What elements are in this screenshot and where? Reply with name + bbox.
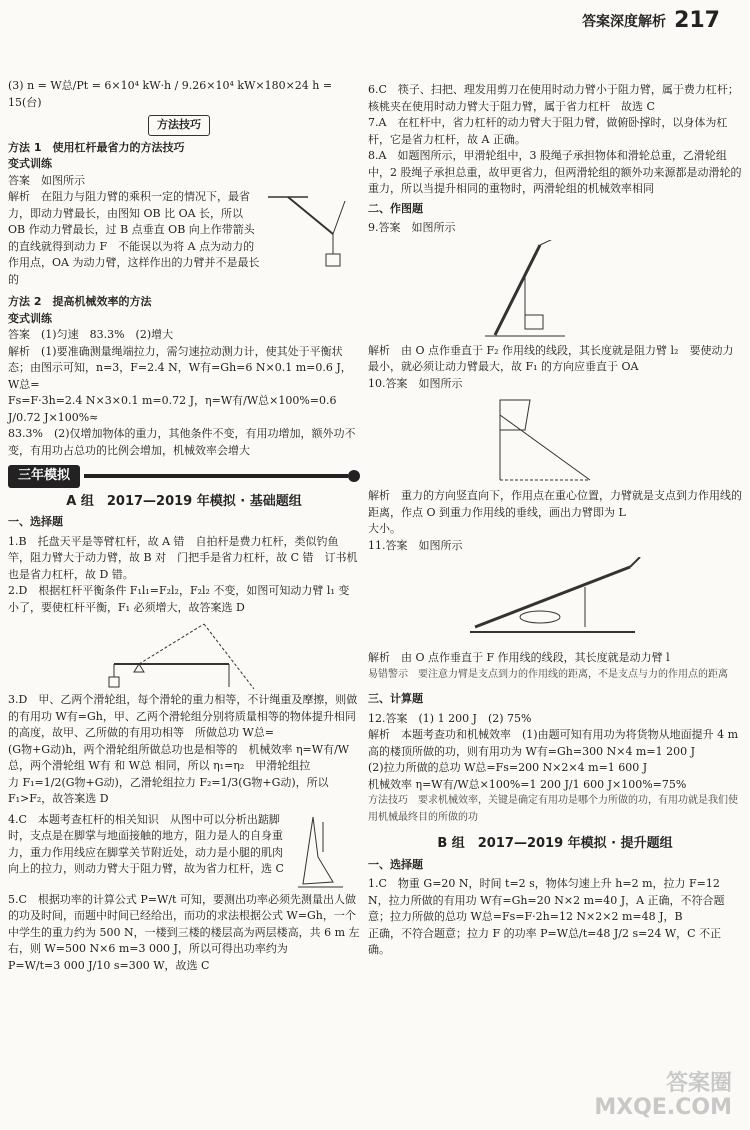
q12-tip: 方法技巧 要求机械效率，关键是确定有用功是哪个力所做的功，有用功就是我们使用机械最终目的所做的功	[368, 795, 738, 823]
qb1b: 正确，不符合题意；拉力 F 的功率 P=W总/t=48 J/2 s=24 W，C 不正确。	[368, 926, 722, 956]
method2-expl1: 解析 (1)要准确测量绳端拉力，需匀速拉动测力计，使其处于平衡状态；由图示可知，n=3，F=2.4 N，W有=Gh=6 N×0.1 m=0.6 J，W总=	[8, 344, 352, 391]
q9-explanation: 解析 由 O 点作垂直于 F₂ 作用线的线段，其长度就是阻力臂 l₂ 要使动力最小，就必须让动力臂最大，故 F₁ 的方向应垂直于 OA	[368, 343, 734, 373]
watermark	[594, 1072, 732, 1120]
right-column	[368, 82, 742, 959]
group-b-title: B 组 2017—2019 年模拟 · 提升题组	[437, 836, 673, 851]
q5b: P=W/t=3 000 J/10 s=300 W，故选 C	[8, 958, 210, 972]
header-title: 答案深度解析	[582, 13, 667, 30]
section-choice-b: 一、选择题	[368, 857, 423, 871]
q11-warning: 易错警示 要注意力臂是支点到力的作用线的距离，不是支点与力的作用点的距离	[368, 668, 728, 680]
lever-figure-3	[485, 240, 625, 340]
q12: 12.答案 (1) 1 200 J (2) 75%	[368, 711, 532, 725]
lever-figure-2	[99, 619, 269, 689]
foot-figure	[293, 812, 348, 892]
section-calc: 三、计算题	[368, 692, 423, 705]
q5a: 5.C 根据功率的计算公式 P=W/t 可知，要测出功率必须先测量出人做的功及时间，而题中时间已经给出，而功的求法根据公式 W=Gh，一个中学生的重力约为 500 N，一楼到三楼的楼层高为两层楼高，共 6 m 左右，则 W=500 N×6 m=3 000 J，所以可得出功率约为	[8, 892, 360, 955]
q10-explanation: 解析 重力的方向竖直向下，作用点在重心位置，力臂就是支点到力作用线的距离，作点 O 到重力作用线的垂线，画出力臂即为 L	[368, 489, 742, 519]
method2-sub: 变式训练	[8, 311, 52, 325]
q9: 9.答案 如图所示	[368, 221, 456, 234]
qb1: 1.C 物重 G=20 N，时间 t=2 s，物体匀速上升 h=2 m，拉力 F=12 N，拉力所做的有用功 W有=Gh=20 N×2 m=40 J，A 正确，不符合题意；拉力所做的总功 W总=Fs=F·2h=12 N×2×2 m=48 J，B	[368, 877, 725, 923]
q1: 1.B 托盘天平是等臂杠杆，故 A 错 自拍杆是费力杠杆，类似钓鱼竿，阻力臂大于动力臂，故 B 对 门把手是省力杠杆，故 C 错 订书机也是省力杠杆，故 D 错。	[8, 534, 358, 581]
lever-figure-1	[263, 189, 353, 279]
method-box: 方法技巧	[148, 115, 210, 136]
q2: 2.D 根据杠杆平衡条件 F₁l₁=F₂l₂，F₂l₂ 不变，如图可知动力臂 l₁ 变小了，要使杠杆平衡，F₁ 必须增大，故答案选 D	[8, 584, 350, 614]
q3b: (G物+G动)h，两个滑轮组所做总功也是相等的 机械效率 η=W有/W总，两个滑轮组 W有 和 W总 相同，所以 η₁=η₂ 甲滑轮组拉	[8, 742, 350, 772]
method1-sub: 变式训练	[8, 157, 52, 170]
q12-expl2: (2)拉力所做的总功 W总=Fs=200 N×2×4 m=1 600 J	[368, 761, 648, 774]
watermark-line1: 答案圈	[665, 1071, 732, 1096]
method2-expl3: 83.3% (2)仅增加物体的重力，其他条件不变，有用功增加，额外功不变，有用功占总功的比例会增加，机械效率会增大	[8, 427, 356, 457]
q10: 10.答案 如图所示	[368, 376, 463, 390]
q3c: 力 F₁=1/2(G物+G动)，乙滑轮组拉力 F₂=1/3(G物+G动)，所以 F₁>F₂，故答案选 D	[8, 775, 329, 805]
method1-title: 方法 1 使用杠杆最省力的方法技巧	[8, 140, 185, 154]
q7: 7.A 在杠杆中，省力杠杆的动力臂大于阻力臂，做俯卧撑时，以身体为杠杆，它是省力杠杆，故 A 正确。	[368, 116, 728, 146]
q3a: 3.D 甲、乙两个滑轮组，每个滑轮的重力相等，不计绳重及摩擦，则做的有用功 W有=Gh，甲、乙两个滑轮组分别将质量相等的物体提升相同的高度，故甲、乙所做的有用功相等 所做总功 W总=	[8, 693, 358, 739]
page-number: 217	[674, 8, 720, 33]
q12-expl1: 解析 本题考查功和机械效率 (1)由题可知有用功为将货物从地面提升 4 m 高的楼顶所做的功，则有用功为 W有=Gh=300 N×4 m=1 200 J	[368, 728, 739, 758]
method2-title: 方法 2 提高机械效率的方法	[8, 295, 152, 308]
watermark-line2: MXQE.COM	[594, 1095, 732, 1120]
q6: 6.C 筷子、扫把、理发用剪刀在使用时动力臂小于阻力臂，属于费力杠杆；核桃夹在使用时动力臂大于阻力臂，属于省力杠杆 故选 C	[368, 83, 739, 113]
q11-explanation: 解析 由 O 点作垂直于 F 作用线的线段，其长度就是动力臂 l	[368, 651, 670, 664]
q11: 11.答案 如图所示	[368, 538, 463, 552]
method1-explanation: 解析 在阻力与阻力臂的乘积一定的情况下，最省力，即动力臂最长，由图知 OB 比 OA 长，所以 OB 作动力臂最长，过 B 点垂直 OB 向上作带箭头的直线就得到动力 F 不能误以为将 A 点为动力的作用点，OA 为动力臂，这样作出的力臂并不是最长的	[8, 190, 260, 286]
group-a-title: A 组 2017—2019 年模拟 · 基础题组	[66, 493, 302, 509]
banner-label: 三年模拟	[8, 465, 80, 488]
formula-top: (3) n = W总/Pt = 6×10⁴ kW·h / 9.26×10⁴ kW×180×24 h = 15(台)	[8, 79, 333, 109]
method2-answer: 答案 (1)匀速 83.3% (2)增大	[8, 328, 174, 341]
section-drawing: 二、作图题	[368, 201, 423, 215]
section-banner	[8, 465, 360, 488]
cutter-figure	[465, 557, 645, 647]
page-header	[582, 8, 720, 33]
q12-expl3: 机械效率 η=W有/W总×100%=1 200 J/1 600 J×100%=75%	[368, 777, 687, 791]
q4: 4.C 本题考查杠杆的相关知识 从图中可以分析出踮脚时，支点是在脚掌与地面接触的地方，阻力是人的自身重力，重力作用线应在脚掌关节附近处，动力是小腿的肌肉向上的拉力，则动力臂大于阻力臂，故为省力杠杆，选 C	[8, 812, 284, 875]
q10-explanation-2: 大小。	[368, 522, 401, 535]
left-column	[8, 78, 360, 974]
q8: 8.A 如题图所示，甲滑轮组中，3 股绳子承担物体和滑轮总重，乙滑轮组中，2 股绳子承担总重，故甲更省力，但两滑轮组的额外功来源都是动滑轮的重力，所以当提升相同的重物时，两滑轮组的机械效率相同	[368, 149, 742, 195]
method1-answer: 答案 如图所示	[8, 173, 85, 187]
section-choice: 一、选择题	[8, 515, 63, 528]
sign-figure	[480, 395, 630, 485]
method2-expl2: Fs=F·3h=2.4 N×3×0.1 m=0.72 J，η=W有/W总×100%=0.6 J/0.72 J×100%≈	[8, 394, 337, 424]
